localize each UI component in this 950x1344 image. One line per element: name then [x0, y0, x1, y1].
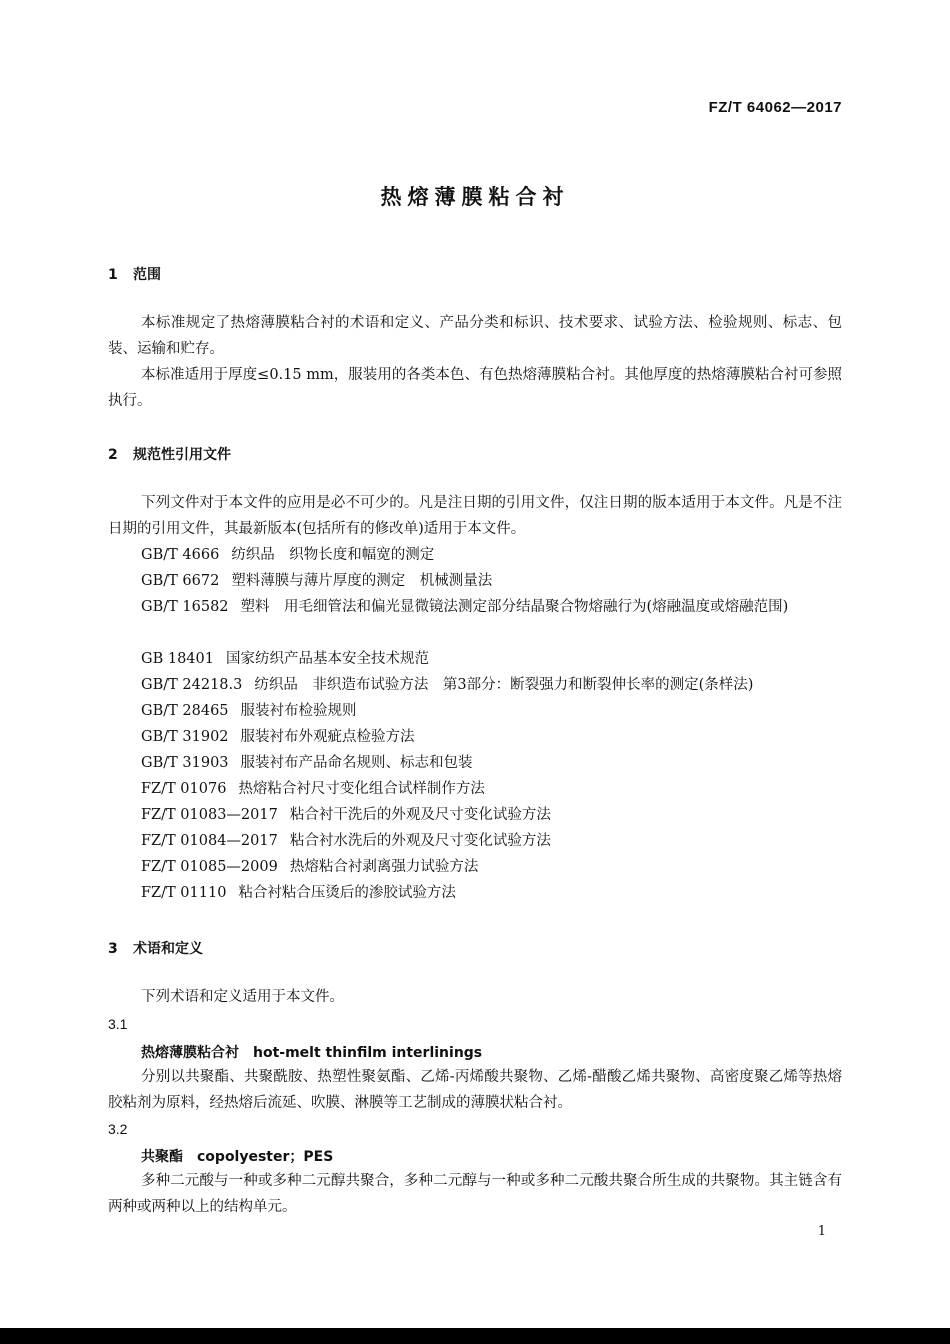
- section-heading-scope: [108, 264, 161, 284]
- term-english: copolyester；PES: [197, 1149, 334, 1165]
- page-bottom-border: [0, 1328, 950, 1344]
- reference-item: GB/T 31903 服装衬布产品命名规则、标志和包装: [141, 755, 473, 771]
- reference-item: FZ/T 01084—2017 粘合衬水洗后的外观及尺寸变化试验方法: [141, 833, 551, 849]
- section-number: 3: [108, 941, 118, 957]
- section-title: 范围: [133, 267, 161, 283]
- standard-code: FZ/T 64062—2017: [708, 99, 842, 116]
- term-heading: [141, 1042, 482, 1062]
- reference-item: GB/T 16582 塑料 用毛细管法和偏光显微镜法测定部分结晶聚合物熔融行为(熔融温度或熔融范围): [141, 599, 789, 615]
- term-number: 3.2: [108, 1121, 128, 1137]
- references-intro: 下列文件对于本文件的应用是必不可少的。凡是注日期的引用文件，仅注日期的版本适用于本文件。凡是不注日期的引用文件，其最新版本(包括所有的修改单)适用于本文件。: [108, 495, 842, 537]
- term-definition: 多种二元酸与一种或多种二元醇共聚合，多种二元醇与一种或多种二元酸共聚合所生成的共聚物。其主链含有两种或两种以上的结构单元。: [108, 1173, 842, 1215]
- term-english: hot-melt thinfilm interlinings: [253, 1045, 483, 1061]
- reference-item: FZ/T 01110 粘合衬粘合压烫后的渗胶试验方法: [141, 885, 456, 901]
- reference-item: GB/T 6672 塑料薄膜与薄片厚度的测定 机械测量法: [141, 573, 493, 589]
- reference-item: GB/T 4666 纺织品 织物长度和幅宽的测定: [141, 547, 435, 563]
- section-number: 1: [108, 267, 118, 283]
- reference-item: GB 18401 国家纺织产品基本安全技术规范: [141, 651, 429, 667]
- term-heading: [141, 1146, 333, 1166]
- section-heading-normative-references: [108, 444, 231, 464]
- term-number: 3.1: [108, 1016, 128, 1032]
- section-title: 规范性引用文件: [133, 447, 231, 463]
- section-heading-terms-definitions: [108, 938, 203, 958]
- reference-item: FZ/T 01085—2009 热熔粘合衬剥离强力试验方法: [141, 859, 479, 875]
- scope-paragraph-2: 本标准适用于厚度≤0.15 mm，服装用的各类本色、有色热熔薄膜粘合衬。其他厚度的热熔薄膜粘合衬可参照执行。: [108, 367, 842, 409]
- document-title: 热熔薄膜粘合衬: [380, 185, 570, 209]
- section-title: 术语和定义: [133, 941, 203, 957]
- section-number: 2: [108, 447, 118, 463]
- reference-item: FZ/T 01083—2017 粘合衬干洗后的外观及尺寸变化试验方法: [141, 807, 551, 823]
- reference-item: GB/T 31902 服装衬布外观疵点检验方法: [141, 729, 415, 745]
- reference-item: GB/T 24218.3 纺织品 非织造布试验方法 第3部分：断裂强力和断裂伸长率的测定(条样法): [141, 677, 754, 693]
- reference-item: FZ/T 01076 热熔粘合衬尺寸变化组合试样制作方法: [141, 781, 485, 797]
- reference-item: GB/T 28465 服装衬布检验规则: [141, 703, 357, 719]
- scope-paragraph-1: 本标准规定了热熔薄膜粘合衬的术语和定义、产品分类和标识、技术要求、试验方法、检验规则、标志、包装、运输和贮存。: [108, 315, 842, 357]
- page-number: 1: [817, 1224, 826, 1239]
- terms-intro: 下列术语和定义适用于本文件。: [141, 989, 344, 1005]
- term-chinese: 共聚酯: [141, 1149, 183, 1165]
- term-chinese: 热熔薄膜粘合衬: [141, 1045, 239, 1061]
- term-definition: 分别以共聚酯、共聚酰胺、热塑性聚氨酯、乙烯-丙烯酸共聚物、乙烯-醋酸乙烯共聚物、高密度聚乙烯等热熔胶粘剂为原料，经热熔后流延、吹膜、淋膜等工艺制成的薄膜状粘合衬。: [108, 1069, 842, 1111]
